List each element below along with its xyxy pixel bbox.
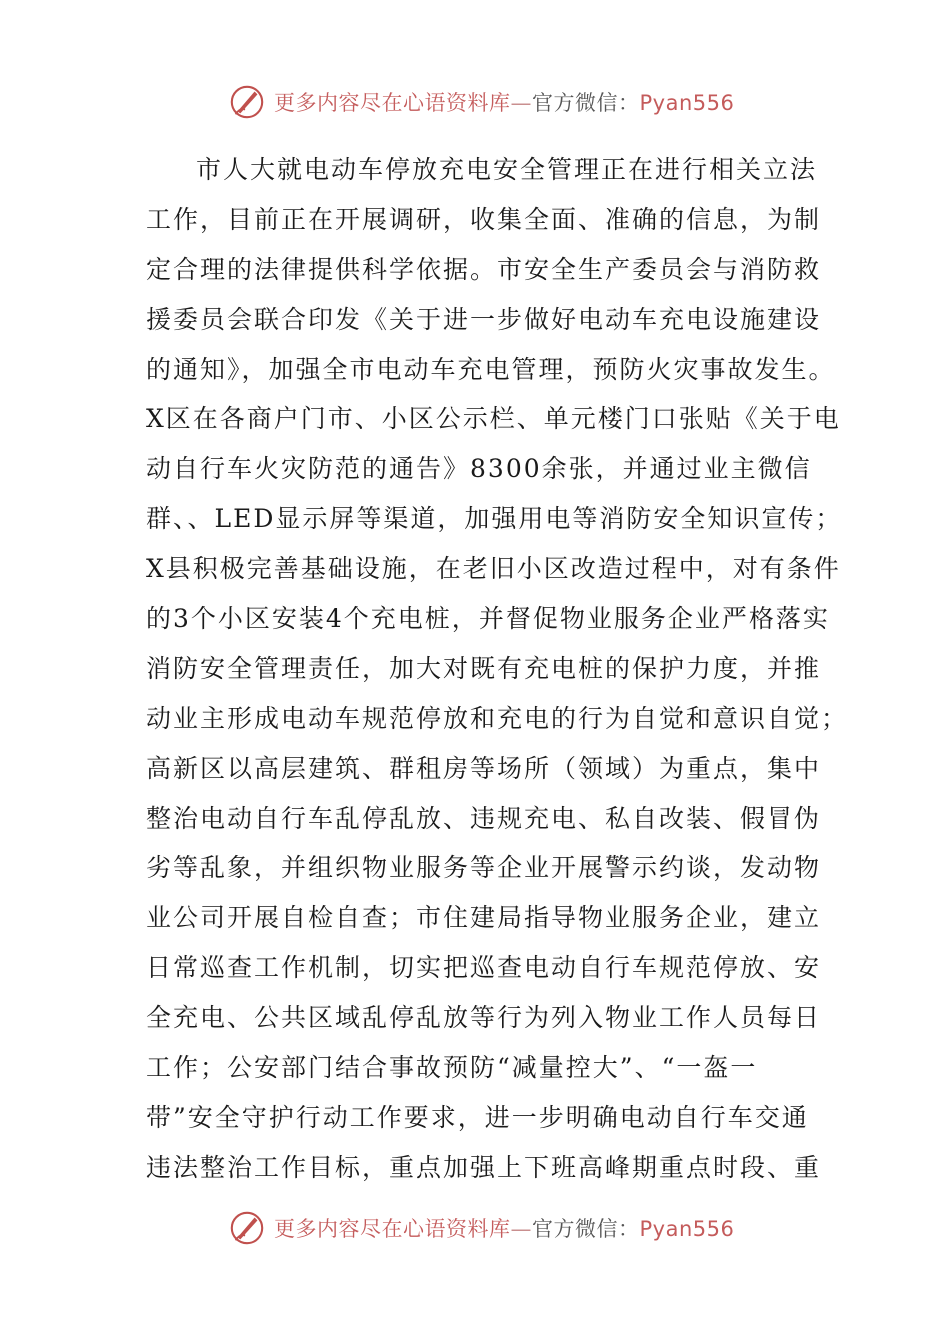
paragraph-line: 市人大就电动车停放充电安全管理正在进行相关立法 bbox=[196, 155, 818, 184]
logo-icon bbox=[228, 1209, 266, 1247]
document-body bbox=[146, 152, 849, 1200]
paragraph-line: 动自行车火灾防范的通告》8300余张，并通过业主微信 bbox=[146, 454, 812, 484]
paragraph-line: 的通知》，加强全市电动车充电管理，预防火灾事故发生。 bbox=[146, 354, 836, 384]
paragraph-line: X区在各商户门市、小区公示栏、单元楼门口张贴《关于电 bbox=[146, 404, 841, 434]
paragraph-line: 全充电、公共区域乱停乱放等行为列入物业工作人员每日 bbox=[146, 1003, 822, 1033]
paragraph-line: 群、、LED显示屏等渠道，加强用电等消防安全知识宣传； bbox=[146, 504, 843, 534]
paragraph-line: 高新区以高层建筑、群租房等场所（领域）为重点，集中 bbox=[146, 753, 822, 783]
logo-icon bbox=[228, 83, 266, 121]
header-banner bbox=[228, 82, 748, 122]
paragraph-line: 消防安全管理责任，加大对既有充电桩的保护力度，并推 bbox=[146, 653, 822, 683]
banner-wechat-id: Pyan556 bbox=[639, 1217, 735, 1241]
banner-wechat-id: Pyan556 bbox=[639, 91, 735, 115]
paragraph-line: 带”安全守护行动工作要求，进一步明确电动自行车交通 bbox=[146, 1102, 809, 1132]
banner-brand-text: 更多内容尽在心语资料库 bbox=[274, 1217, 511, 1241]
banner-dash: — bbox=[510, 1217, 532, 1241]
footer-banner bbox=[228, 1208, 748, 1248]
paragraph-line: 的3个小区安装4个充电桩，并督促物业服务企业严格落实 bbox=[146, 604, 830, 634]
paragraph-line: 定合理的法律提供科学依据。市安全生产委员会与消防救 bbox=[146, 254, 822, 284]
banner-dash: — bbox=[510, 91, 532, 115]
paragraph-line: X县积极完善基础设施，在老旧小区改造过程中，对有条件 bbox=[146, 554, 841, 584]
banner-wechat-label: 官方微信： bbox=[532, 1217, 640, 1241]
paragraph-line: 日常巡查工作机制，切实把巡查电动自行车规范停放、安 bbox=[146, 953, 822, 983]
paragraph-line: 工作；公安部门结合事故预防“减量控大”、“一盔一 bbox=[146, 1053, 758, 1083]
paragraph-line: 援委员会联合印发《关于进一步做好电动车充电设施建设 bbox=[146, 304, 822, 334]
banner-brand-text: 更多内容尽在心语资料库 bbox=[274, 91, 511, 115]
paragraph-line: 违法整治工作目标，重点加强上下班高峰期重点时段、重 bbox=[146, 1152, 822, 1182]
paragraph-line: 业公司开展自检自查；市住建局指导物业服务企业，建立 bbox=[146, 903, 822, 933]
paragraph-line: 工作，目前正在开展调研，收集全面、准确的信息，为制 bbox=[146, 204, 822, 234]
paragraph-line: 动业主形成电动车规范停放和充电的行为自觉和意识自觉； bbox=[146, 703, 849, 733]
paragraph-line: 劣等乱象，并组织物业服务等企业开展警示约谈，发动物 bbox=[146, 853, 822, 883]
banner-wechat-label: 官方微信： bbox=[532, 91, 640, 115]
paragraph-line: 整治电动自行车乱停乱放、违规充电、私自改装、假冒伪 bbox=[146, 803, 822, 833]
